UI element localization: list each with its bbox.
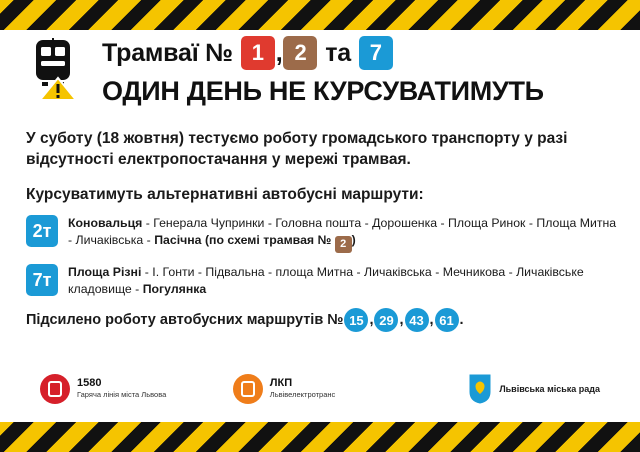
route-start-7t: Площа Різні [68, 265, 142, 279]
hotline-text [77, 378, 166, 400]
intro-paragraph: У суботу (18 жовтня) тестуємо роботу громадського транспорту у разі відсутності електропостачання у мережі трамвая. [26, 130, 568, 168]
tram-warning-icon [28, 38, 88, 110]
bus-badge-43: 43 [405, 308, 429, 332]
logo-hotline-1580 [40, 374, 166, 404]
route-description-7t [68, 263, 618, 298]
bus-badge-29: 29 [374, 308, 398, 332]
bus-badge-15: 15 [344, 308, 368, 332]
route-middle-7t: - І. Гонти - Підвальна - площа Митна - Личаківська - Мечникова - Личаківське кладовище - [68, 265, 584, 296]
footer-logos [0, 362, 640, 416]
header-line-1 [102, 32, 618, 74]
tram-badge-1: 1 [241, 36, 275, 70]
header-comma: , [275, 38, 283, 67]
poster-header [22, 30, 618, 120]
city-council-text: Львівська міська рада [499, 383, 600, 394]
route-end-2t: Пасічна (по схемі трамвая № [154, 233, 335, 247]
hazard-stripe-top [0, 0, 640, 30]
list-item [26, 214, 618, 253]
logo-lviv-city-council [468, 374, 600, 404]
tram-badge-7: 7 [359, 36, 393, 70]
route-end-tail-2t: ) [351, 233, 356, 247]
hotline-icon [40, 374, 70, 404]
tram-company-name: Львівелектротранс [269, 390, 336, 399]
reinforced-routes-line [22, 308, 618, 332]
inline-tram-badge-2: 2 [335, 236, 352, 253]
header-prefix: Трамваї № [102, 38, 240, 67]
route-badge-7t: 7т [26, 264, 58, 296]
reinforced-sep-2: , [399, 312, 404, 328]
tram-badge-2: 2 [283, 36, 317, 70]
route-start-2t: Коновальця [68, 216, 143, 230]
bus-badge-61: 61 [435, 308, 459, 332]
reinforced-sep-3: , [429, 312, 434, 328]
reinforced-sep-1: , [369, 312, 374, 328]
tram-company-icon [233, 374, 263, 404]
lviv-coat-of-arms-icon [468, 374, 492, 404]
routes-list [22, 214, 618, 298]
header-conjunction: та [318, 38, 358, 67]
reinforced-text: Підсилено роботу автобусних маршрутів № [26, 312, 344, 328]
alternative-routes-subhead: Курсуватимуть альтернативні автобусні маршрути: [26, 186, 424, 203]
header-text-block [102, 32, 618, 107]
route-badge-2t: 2т [26, 215, 58, 247]
reinforced-period: . [459, 312, 464, 328]
tram-company-abbr: ЛКП [269, 377, 293, 389]
hotline-subtitle: Гаряча лінія міста Львова [77, 390, 167, 399]
hotline-number: 1580 [77, 377, 102, 389]
header-line-2: ОДИН ДЕНЬ НЕ КУРСУВАТИМУТЬ [102, 76, 544, 106]
hazard-stripe-bottom [0, 422, 640, 452]
list-item [26, 263, 618, 298]
route-description-2t [68, 214, 618, 253]
logo-lvivelektrotrans [233, 374, 336, 404]
tram-company-text [270, 378, 336, 400]
route-end-7t: Погулянка [142, 282, 207, 296]
poster-content [0, 30, 640, 422]
route-middle-2t: - Генерала Чупринки - Головна пошта - Дорошенка - Площа Ринок - Площа Митна - Личаківська - [68, 216, 617, 247]
